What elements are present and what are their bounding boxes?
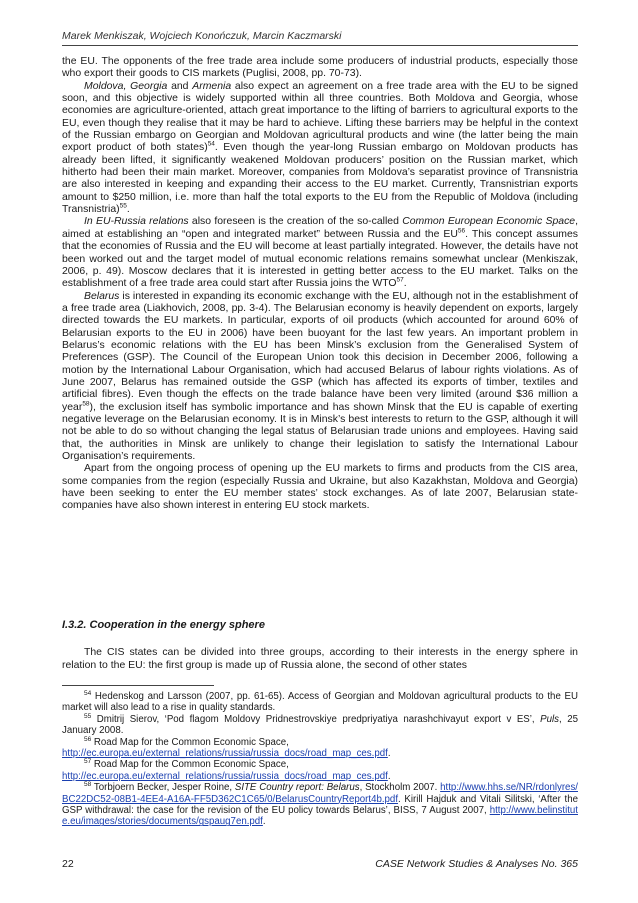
footnote-56: $^{56}$ Road Map for the Common Economic Space, — [84, 735, 289, 748]
footnote-link[interactable]: http://ec.europa.eu/external_relations/russia/russia_docs/road_map_ces.pdf — [62, 770, 388, 782]
header-rule — [62, 45, 578, 46]
footnote-ref[interactable]: 57 — [396, 276, 404, 284]
footnote-link[interactable]: http://www.belinstitute.eu/images/stories/documents/gspaug7en.pdf — [62, 805, 578, 828]
footnote-54: $^{54}$ Hedenskog and Larsson (2007, pp. 61-65). Access of Georgian and Moldovan agricultural products to the EU market will also lead to a rise in quality standards. — [62, 689, 578, 714]
section-text — [62, 647, 578, 672]
running-header: Marek Menkiszak, Wojciech Konończuk, Marcin Kaczmarski — [62, 30, 342, 42]
series-title: CASE Network Studies & Analyses No. 365 — [375, 858, 578, 870]
footnote-link[interactable]: http://www.hhs.se/NR/rdonlyres/BC22DC52-08B1-4EE4-A16A-FF5D362C1C65/0/BelarusCountryReport4b.pdf — [62, 782, 578, 805]
paragraph-eu-russia: In EU-Russia relations also foreseen is the creation of the so-called Common European Economic Space, aimed at establishing an “open and integrated market” between Russia and the EU$^{56}$. This concept assumes that the economies of Russia and the EU will become at least partially integrated. However, the details have not been worked out and the target model of mutual economic relations remains somewhat unclear (Menkiszak, 2006, p. 49). Moscow declares that it is interested in getting better access to the EU market. Talks on the establishment of a free trade area could start after Russia joins the WTO$^{57}$. — [62, 216, 578, 290]
footnote-56-link-line: http://ec.europa.eu/external_relations/russia/russia_docs/road_map_ces.pdf. — [62, 748, 391, 760]
footnote-ref[interactable]: 58 — [82, 400, 90, 408]
main-text — [62, 56, 578, 513]
footnotes — [62, 691, 578, 828]
footnote-link[interactable]: http://ec.europa.eu/external_relations/russia/russia_docs/road_map_ces.pdf — [62, 748, 388, 760]
page-number: 22 — [62, 858, 74, 870]
paragraph: The CIS states can be divided into three groups, according to their interests in the energy sphere in relation to the EU: the first group is made up of Russia alone, the second of other states — [62, 647, 578, 671]
footnote-ref[interactable]: 54 — [207, 140, 215, 148]
page-footer — [62, 858, 578, 870]
paragraph-belarus: Belarus is interested in expanding its economic exchange with the EU, although not in the establishment of a free trade area (Liakhovich, 2008, pp. 3-4). The Belarusian economy is heavily dependent on exports, largely directed towards the EU markets. In particular, exports of oil products (which accounted for around 60% of Belarusian exports to the EU in 2006) have been buoyant for the last few years. An important problem in Belarus’s economic relations with the EU has been Minsk’s exclusion from the Generalised System of Preferences (GSP). The Council of the European Union took this decision in December 2006, following a motion by the International Labour Organisation, which had accused Belarus of labour rights violations. As of June 2007, Belarus has remained outside the GSP (which has affected its exports of timber, textiles and artificial fibres). Even though the effects on the trade balance have been very limited (around $36 million a year$^{58}$), the exclusion itself has symbolic importance and has shown Minsk that the EU is capable of exerting negative leverage on the Belarusian economy. It is in Minsk’s best interests to return to the GSP, although it will not be able to do so without changing the legal status of Belarusian trade unions and employees. Having said that, the authorities in Minsk are unlikely to change their legislation to satisfy the International Labour Organisation’s requirements. — [62, 290, 578, 462]
footnote-57: $^{57}$ Road Map for the Common Economic Space, — [84, 758, 289, 771]
paragraph-stock-exchanges: Apart from the ongoing process of opening up the EU markets to firms and products from the CIS area, some companies from the region (especially Russia and Ukraine, but also Kazakhstan, Moldova and Georgia) have been seeking to enter the EU member states’ stock exchanges. As of late 2007, Belarusian state-companies have also shown interest in entering EU stock markets. — [62, 463, 578, 512]
paragraph-moldova-georgia: Moldova, Georgia and Armenia also expect an agreement on a free trade area with the EU to be signed soon, and this objective is widely supported within all three countries. Both Moldova and Georgia, whose economies are agriculture-oriented, attach great importance to the lifting of barriers to agricultural exports to the EU, even though they realise that it may be hard to achieve. Lifting these barriers may be helpful in the context of the Russian embargo on Georgian and Moldovan agricultural products and wine (the latter being the main export product of both states)$^{54}$. Even though the year-long Russian embargo on Moldovan products has already been lifted, it significantly weakened Moldovan producers’ position on the Russian market, which hitherto had been their main market. Moreover, companies from Moldova’s separatist province of Transnistria are also interested in keeping and expanding their access to the EU market. Currently, Transnistrian exports amount to $250 million, i.e. more than half the total exports to the EU from the Republic of Moldova (including Transnistria)$^{55}$. — [62, 80, 578, 216]
section-heading: I.3.2. Cooperation in the energy sphere — [62, 619, 265, 631]
footnote-ref[interactable]: 56 — [457, 227, 466, 235]
footnote-57-link-line: http://ec.europa.eu/external_relations/russia/russia_docs/road_map_ces.pdf. — [62, 770, 391, 782]
footnote-rule — [62, 685, 214, 686]
footnote-ref[interactable]: 55 — [119, 202, 127, 210]
footnote-55: $^{55}$ Dmitrij Sierov, ‘Pod flagom Moldovy Pridnestrovskiye predpriyatiya narashchivayut export v ES’, Puls, 25 January 2008. — [62, 712, 578, 737]
paragraph: the EU. The opponents of the free trade area include some producers of industrial products, especially those who export their goods to CIS markets (Puglisi, 2008, pp. 70-73). — [62, 56, 578, 80]
footnote-58: $^{58}$ Torbjoern Becker, Jesper Roine, SITE Country report: Belarus, Stockholm 2007. http://www.hhs.se/NR/rdonlyres/BC22DC52-08B1-4EE4-A16A-FF5D362C1C65/0/BelarusCountryReport4b.pdf. Kirill Hajduk and Vitali Silitski, ‘After the GSP withdrawal: the case for the revision of the EU policy towards Belarus’, BISS, 7 August 2007, http://www.belinstitute.eu/images/stories/documents/gspaug7en.pdf. — [62, 781, 578, 828]
